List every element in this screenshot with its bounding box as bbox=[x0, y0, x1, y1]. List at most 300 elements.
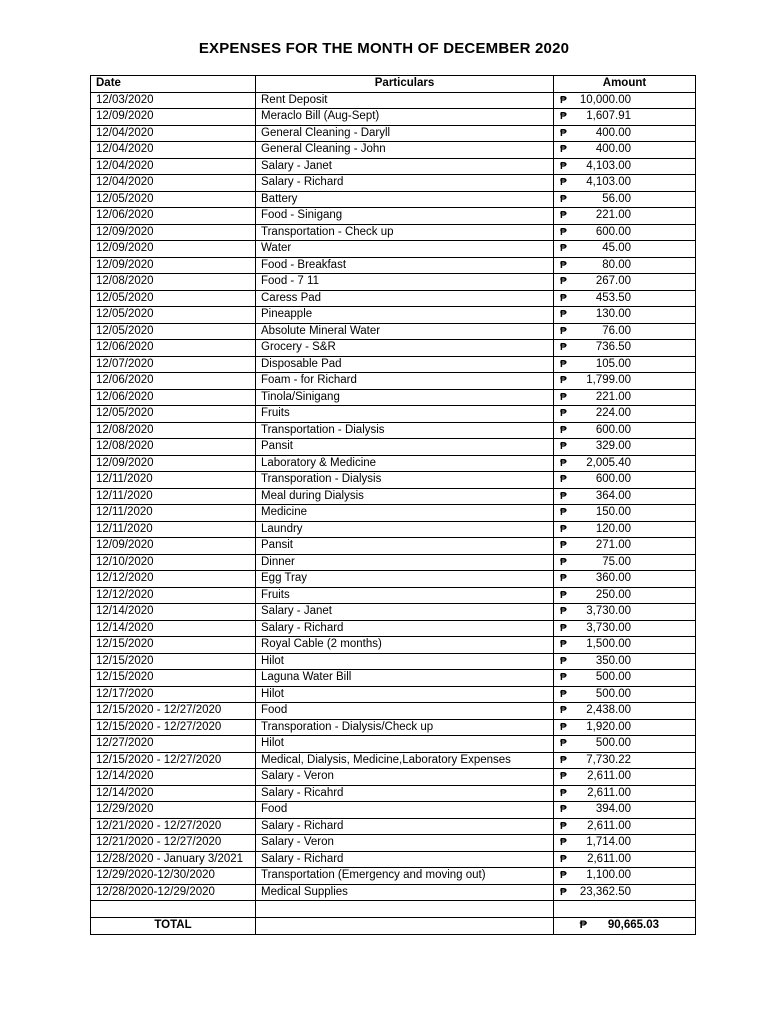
row-amount-cell bbox=[554, 488, 696, 505]
row-particulars: Fruits bbox=[256, 406, 554, 423]
row-particulars: Medicine bbox=[256, 505, 554, 522]
table-row bbox=[91, 785, 696, 802]
row-amount: 400.00 bbox=[595, 126, 631, 139]
table-row bbox=[91, 356, 696, 373]
row-amount-cell bbox=[554, 373, 696, 390]
row-date: 12/15/2020 - 12/27/2020 bbox=[91, 752, 256, 769]
row-amount: 1,714.00 bbox=[586, 836, 631, 848]
table-row bbox=[91, 455, 696, 472]
row-date: 12/09/2020 bbox=[91, 538, 256, 555]
row-amount-cell bbox=[554, 472, 696, 489]
row-amount: 2,611.00 bbox=[587, 852, 631, 865]
table-row bbox=[91, 637, 696, 654]
row-date: 12/04/2020 bbox=[91, 142, 256, 159]
row-amount-cell bbox=[554, 769, 696, 786]
peso-symbol: ₱ bbox=[560, 556, 567, 568]
row-date: 12/12/2020 bbox=[91, 587, 256, 604]
row-amount: 75.00 bbox=[602, 555, 631, 568]
row-date: 12/11/2020 bbox=[91, 472, 256, 489]
row-amount-cell bbox=[554, 785, 696, 802]
total-empty-cell bbox=[256, 917, 554, 934]
row-particulars: Salary - Richard bbox=[256, 851, 554, 868]
table-row bbox=[91, 752, 696, 769]
row-date: 12/29/2020-12/30/2020 bbox=[91, 868, 256, 885]
row-amount-cell bbox=[554, 571, 696, 588]
row-amount: 3,730.00 bbox=[586, 621, 631, 634]
row-amount: 2,611.00 bbox=[587, 819, 631, 832]
row-amount-cell bbox=[554, 868, 696, 885]
total-amount: 90,665.03 bbox=[607, 919, 659, 931]
row-particulars: Hilot bbox=[256, 736, 554, 753]
row-date: 12/15/2020 - 12/27/2020 bbox=[91, 703, 256, 720]
row-date: 12/03/2020 bbox=[91, 92, 256, 109]
peso-symbol: ₱ bbox=[560, 210, 567, 221]
row-date: 12/05/2020 bbox=[91, 307, 256, 324]
row-date: 12/27/2020 bbox=[91, 736, 256, 753]
table-row bbox=[91, 109, 696, 126]
row-particulars: Salary - Richard bbox=[256, 175, 554, 192]
row-date: 12/15/2020 bbox=[91, 653, 256, 670]
row-amount: 3,730.00 bbox=[586, 605, 631, 617]
peso-symbol: ₱ bbox=[560, 144, 567, 155]
total-label: TOTAL bbox=[91, 917, 256, 934]
peso-symbol: ₱ bbox=[560, 325, 567, 337]
row-particulars: Royal Cable (2 months) bbox=[256, 637, 554, 654]
row-amount: 453.50 bbox=[595, 291, 631, 304]
row-particulars: Food bbox=[256, 802, 554, 819]
row-amount: 76.00 bbox=[602, 324, 631, 337]
table-row bbox=[91, 653, 696, 670]
row-amount-cell bbox=[554, 422, 696, 439]
row-date: 12/05/2020 bbox=[91, 406, 256, 423]
row-date: 12/14/2020 bbox=[91, 785, 256, 802]
row-date: 12/09/2020 bbox=[91, 455, 256, 472]
row-amount-cell bbox=[554, 389, 696, 406]
row-amount-cell bbox=[554, 224, 696, 241]
table-row bbox=[91, 703, 696, 720]
table-row bbox=[91, 340, 696, 357]
row-particulars: Fruits bbox=[256, 587, 554, 604]
row-amount: 2,438.00 bbox=[586, 704, 631, 716]
peso-symbol: ₱ bbox=[560, 292, 567, 304]
row-date: 12/04/2020 bbox=[91, 158, 256, 175]
peso-symbol: ₱ bbox=[560, 589, 567, 601]
peso-symbol: ₱ bbox=[560, 771, 567, 782]
row-date: 12/05/2020 bbox=[91, 290, 256, 307]
row-amount-cell bbox=[554, 356, 696, 373]
row-amount: 394.00 bbox=[595, 803, 631, 815]
table-row bbox=[91, 290, 696, 307]
peso-symbol: ₱ bbox=[560, 243, 567, 254]
row-amount-cell bbox=[554, 175, 696, 192]
table-body bbox=[91, 92, 696, 917]
expenses-table bbox=[90, 75, 696, 935]
peso-symbol: ₱ bbox=[560, 738, 567, 749]
row-amount: 600.00 bbox=[595, 225, 631, 238]
peso-symbol: ₱ bbox=[560, 424, 567, 436]
row-amount-cell bbox=[554, 884, 696, 901]
table-row bbox=[91, 175, 696, 192]
row-particulars: Pansit bbox=[256, 538, 554, 555]
peso-symbol: ₱ bbox=[560, 622, 567, 634]
row-date: 12/08/2020 bbox=[91, 439, 256, 456]
row-particulars: Salary - Janet bbox=[256, 604, 554, 621]
row-date: 12/11/2020 bbox=[91, 505, 256, 522]
table-row bbox=[91, 587, 696, 604]
row-amount: 4,103.00 bbox=[586, 176, 631, 188]
row-amount: 360.00 bbox=[595, 572, 631, 584]
row-amount-cell bbox=[554, 125, 696, 142]
row-amount-cell bbox=[554, 307, 696, 324]
peso-symbol: ₱ bbox=[560, 160, 567, 172]
table-row bbox=[91, 323, 696, 340]
peso-symbol: ₱ bbox=[560, 226, 567, 238]
row-amount-cell bbox=[554, 241, 696, 258]
row-amount-cell bbox=[554, 257, 696, 274]
row-particulars: Food - Breakfast bbox=[256, 257, 554, 274]
row-date: 12/09/2020 bbox=[91, 224, 256, 241]
table-row bbox=[91, 884, 696, 901]
row-date: 12/04/2020 bbox=[91, 175, 256, 192]
peso-symbol: ₱ bbox=[560, 837, 567, 848]
row-amount-cell bbox=[554, 670, 696, 687]
row-amount-cell bbox=[554, 505, 696, 522]
peso-symbol: ₱ bbox=[560, 276, 567, 287]
table-row bbox=[91, 439, 696, 456]
peso-symbol: ₱ bbox=[560, 507, 567, 518]
row-date: 12/09/2020 bbox=[91, 257, 256, 274]
peso-symbol: ₱ bbox=[579, 919, 587, 931]
row-date: 12/09/2020 bbox=[91, 109, 256, 126]
row-particulars: Transportation - Check up bbox=[256, 224, 554, 241]
row-amount: 350.00 bbox=[595, 654, 631, 667]
row-date: 12/14/2020 bbox=[91, 620, 256, 637]
table-row bbox=[91, 604, 696, 621]
row-date: 12/06/2020 bbox=[91, 340, 256, 357]
table-row bbox=[91, 719, 696, 736]
peso-symbol: ₱ bbox=[560, 127, 567, 139]
row-amount: 105.00 bbox=[595, 357, 631, 370]
row-amount-cell bbox=[554, 455, 696, 472]
row-particulars: Dinner bbox=[256, 554, 554, 571]
peso-symbol: ₱ bbox=[560, 408, 567, 419]
peso-symbol: ₱ bbox=[560, 820, 567, 832]
row-amount-cell bbox=[554, 142, 696, 159]
peso-symbol: ₱ bbox=[560, 787, 567, 799]
peso-symbol: ₱ bbox=[560, 490, 567, 502]
table-row bbox=[91, 802, 696, 819]
row-amount-cell bbox=[554, 92, 696, 109]
peso-symbol: ₱ bbox=[560, 705, 567, 716]
peso-symbol: ₱ bbox=[560, 193, 567, 205]
table-row bbox=[91, 208, 696, 225]
row-amount: 736.50 bbox=[595, 341, 631, 353]
row-amount: 600.00 bbox=[595, 473, 631, 485]
row-particulars: Salary - Richard bbox=[256, 818, 554, 835]
peso-symbol: ₱ bbox=[560, 259, 567, 271]
row-amount-cell bbox=[554, 538, 696, 555]
peso-symbol: ₱ bbox=[560, 94, 567, 106]
total-amount-cell bbox=[554, 917, 696, 934]
row-date: 12/05/2020 bbox=[91, 323, 256, 340]
row-date: 12/11/2020 bbox=[91, 521, 256, 538]
row-amount: 221.00 bbox=[595, 390, 631, 403]
row-date: 12/17/2020 bbox=[91, 686, 256, 703]
row-particulars: Food - 7 11 bbox=[256, 274, 554, 291]
row-amount-cell bbox=[554, 323, 696, 340]
row-date: 12/29/2020 bbox=[91, 802, 256, 819]
row-amount-cell bbox=[554, 637, 696, 654]
row-amount-cell bbox=[554, 851, 696, 868]
table-row bbox=[91, 901, 696, 918]
row-particulars: Transportation (Emergency and moving out) bbox=[256, 868, 554, 885]
row-particulars: Food - Sinigang bbox=[256, 208, 554, 225]
row-date: 12/05/2020 bbox=[91, 191, 256, 208]
table-row bbox=[91, 769, 696, 786]
row-amount-cell bbox=[554, 554, 696, 571]
row-amount-cell bbox=[554, 521, 696, 538]
row-particulars: General Cleaning - Daryll bbox=[256, 125, 554, 142]
row-amount: 2,611.00 bbox=[587, 786, 631, 799]
row-particulars: Tinola/Sinigang bbox=[256, 389, 554, 406]
row-amount: 7,730.22 bbox=[586, 753, 631, 766]
row-amount: 2,611.00 bbox=[587, 770, 631, 782]
row-particulars: Water bbox=[256, 241, 554, 258]
row-particulars: Medical, Dialysis, Medicine,Laboratory Expenses bbox=[256, 752, 554, 769]
row-date: 12/06/2020 bbox=[91, 373, 256, 390]
row-date: 12/15/2020 - 12/27/2020 bbox=[91, 719, 256, 736]
table-row bbox=[91, 488, 696, 505]
row-particulars: Pansit bbox=[256, 439, 554, 456]
row-particulars: Salary - Ricahrd bbox=[256, 785, 554, 802]
row-amount-cell bbox=[554, 620, 696, 637]
table-row bbox=[91, 554, 696, 571]
peso-symbol: ₱ bbox=[560, 573, 567, 584]
row-amount: 224.00 bbox=[595, 407, 631, 419]
row-amount: 23,362.50 bbox=[579, 885, 631, 898]
table-row bbox=[91, 307, 696, 324]
table-row bbox=[91, 422, 696, 439]
peso-symbol: ₱ bbox=[560, 870, 567, 881]
row-particulars: Grocery - S&R bbox=[256, 340, 554, 357]
row-particulars: General Cleaning - John bbox=[256, 142, 554, 159]
row-particulars: Laundry bbox=[256, 521, 554, 538]
table-header-row bbox=[91, 76, 696, 93]
row-date: 12/12/2020 bbox=[91, 571, 256, 588]
row-date: 12/08/2020 bbox=[91, 422, 256, 439]
peso-symbol: ₱ bbox=[560, 474, 567, 485]
table-row bbox=[91, 818, 696, 835]
row-amount: 1,920.00 bbox=[586, 720, 631, 733]
row-amount: 600.00 bbox=[595, 423, 631, 436]
row-date: 12/11/2020 bbox=[91, 488, 256, 505]
row-amount: 150.00 bbox=[595, 506, 631, 518]
row-amount-cell bbox=[554, 587, 696, 604]
row-amount-cell bbox=[554, 340, 696, 357]
row-date: 12/21/2020 - 12/27/2020 bbox=[91, 835, 256, 852]
table-row bbox=[91, 274, 696, 291]
table-row bbox=[91, 538, 696, 555]
peso-symbol: ₱ bbox=[560, 688, 567, 700]
row-particulars: Salary - Veron bbox=[256, 835, 554, 852]
row-particulars: Meraclo Bill (Aug-Sept) bbox=[256, 109, 554, 126]
row-amount: 500.00 bbox=[595, 737, 631, 749]
row-amount: 45.00 bbox=[602, 242, 631, 254]
row-amount: 364.00 bbox=[595, 489, 631, 502]
row-amount-cell bbox=[554, 802, 696, 819]
table-row bbox=[91, 620, 696, 637]
peso-symbol: ₱ bbox=[560, 754, 567, 766]
table-row bbox=[91, 472, 696, 489]
table-row bbox=[91, 521, 696, 538]
table-row bbox=[91, 406, 696, 423]
row-amount-cell bbox=[554, 208, 696, 225]
total-row bbox=[91, 917, 696, 934]
table-row bbox=[91, 571, 696, 588]
row-particulars: Salary - Richard bbox=[256, 620, 554, 637]
table-row bbox=[91, 257, 696, 274]
row-amount-cell bbox=[554, 274, 696, 291]
peso-symbol: ₱ bbox=[560, 655, 567, 667]
peso-symbol: ₱ bbox=[560, 391, 567, 403]
row-date: 12/06/2020 bbox=[91, 208, 256, 225]
row-particulars: Battery bbox=[256, 191, 554, 208]
row-particulars: Food bbox=[256, 703, 554, 720]
peso-symbol: ₱ bbox=[560, 523, 567, 535]
row-amount: 267.00 bbox=[595, 275, 631, 287]
row-amount-cell bbox=[554, 719, 696, 736]
row-amount: 4,103.00 bbox=[586, 159, 631, 172]
row-particulars: Salary - Veron bbox=[256, 769, 554, 786]
peso-symbol: ₱ bbox=[560, 606, 567, 617]
row-amount-cell bbox=[554, 818, 696, 835]
row-particulars bbox=[256, 901, 554, 918]
table-row bbox=[91, 142, 696, 159]
row-amount-cell bbox=[554, 406, 696, 423]
peso-symbol: ₱ bbox=[560, 309, 567, 320]
peso-symbol: ₱ bbox=[560, 441, 567, 452]
row-amount: 120.00 bbox=[595, 522, 631, 535]
peso-symbol: ₱ bbox=[560, 672, 567, 683]
row-amount-cell bbox=[554, 290, 696, 307]
peso-symbol: ₱ bbox=[560, 540, 567, 551]
table-row bbox=[91, 686, 696, 703]
row-amount-cell bbox=[554, 439, 696, 456]
row-amount: 1,607.91 bbox=[586, 110, 631, 122]
row-date: 12/21/2020 - 12/27/2020 bbox=[91, 818, 256, 835]
row-particulars: Transporation - Dialysis/Check up bbox=[256, 719, 554, 736]
row-date: 12/08/2020 bbox=[91, 274, 256, 291]
row-amount: 400.00 bbox=[595, 143, 631, 155]
table-row bbox=[91, 125, 696, 142]
row-particulars: Pineapple bbox=[256, 307, 554, 324]
header-amount: Amount bbox=[554, 76, 696, 93]
peso-symbol: ₱ bbox=[560, 177, 567, 188]
row-amount-cell bbox=[554, 752, 696, 769]
row-particulars: Laguna Water Bill bbox=[256, 670, 554, 687]
header-particulars: Particulars bbox=[256, 76, 554, 93]
row-particulars: Hilot bbox=[256, 686, 554, 703]
peso-symbol: ₱ bbox=[560, 342, 567, 353]
row-date: 12/06/2020 bbox=[91, 389, 256, 406]
table-row bbox=[91, 389, 696, 406]
row-amount-cell bbox=[554, 686, 696, 703]
row-amount: 329.00 bbox=[595, 440, 631, 452]
row-amount: 271.00 bbox=[595, 539, 631, 551]
row-particulars: Hilot bbox=[256, 653, 554, 670]
table-row bbox=[91, 373, 696, 390]
row-amount: 500.00 bbox=[595, 687, 631, 700]
table-row bbox=[91, 835, 696, 852]
table-row bbox=[91, 191, 696, 208]
row-amount: 1,500.00 bbox=[586, 638, 631, 650]
peso-symbol: ₱ bbox=[560, 853, 567, 865]
row-amount: 1,100.00 bbox=[586, 869, 631, 881]
row-date: 12/14/2020 bbox=[91, 769, 256, 786]
row-amount: 500.00 bbox=[595, 671, 631, 683]
row-particulars: Meal during Dialysis bbox=[256, 488, 554, 505]
table-row bbox=[91, 868, 696, 885]
row-particulars: Rent Deposit bbox=[256, 92, 554, 109]
row-amount: 1,799.00 bbox=[586, 374, 631, 386]
row-date: 12/10/2020 bbox=[91, 554, 256, 571]
row-particulars: Absolute Mineral Water bbox=[256, 323, 554, 340]
row-date: 12/15/2020 bbox=[91, 670, 256, 687]
row-amount-cell bbox=[554, 703, 696, 720]
row-date: 12/28/2020 - January 3/2021 bbox=[91, 851, 256, 868]
row-amount: 130.00 bbox=[595, 308, 631, 320]
row-date: 12/04/2020 bbox=[91, 125, 256, 142]
table-row bbox=[91, 670, 696, 687]
row-particulars: Medical Supplies bbox=[256, 884, 554, 901]
row-amount: 80.00 bbox=[602, 258, 631, 271]
row-particulars: Caress Pad bbox=[256, 290, 554, 307]
peso-symbol: ₱ bbox=[560, 111, 567, 122]
table-row bbox=[91, 851, 696, 868]
row-amount: 250.00 bbox=[595, 588, 631, 601]
row-amount: 2,005.40 bbox=[586, 456, 631, 469]
row-amount-cell bbox=[554, 901, 696, 918]
row-date: 12/15/2020 bbox=[91, 637, 256, 654]
document-title: EXPENSES FOR THE MONTH OF DECEMBER 2020 bbox=[198, 40, 570, 57]
row-amount-cell bbox=[554, 191, 696, 208]
row-particulars: Transportation - Dialysis bbox=[256, 422, 554, 439]
header-date: Date bbox=[91, 76, 256, 93]
peso-symbol: ₱ bbox=[560, 639, 567, 650]
table-row bbox=[91, 158, 696, 175]
table-row bbox=[91, 241, 696, 258]
peso-symbol: ₱ bbox=[560, 457, 567, 469]
row-date bbox=[91, 901, 256, 918]
table-row bbox=[91, 505, 696, 522]
row-date: 12/14/2020 bbox=[91, 604, 256, 621]
row-date: 12/09/2020 bbox=[91, 241, 256, 258]
row-amount-cell bbox=[554, 736, 696, 753]
row-amount-cell bbox=[554, 835, 696, 852]
row-particulars: Foam - for Richard bbox=[256, 373, 554, 390]
row-amount: 221.00 bbox=[595, 209, 631, 221]
peso-symbol: ₱ bbox=[560, 375, 567, 386]
row-amount-cell bbox=[554, 653, 696, 670]
peso-symbol: ₱ bbox=[560, 721, 567, 733]
row-date: 12/28/2020-12/29/2020 bbox=[91, 884, 256, 901]
peso-symbol: ₱ bbox=[560, 886, 567, 898]
row-particulars: Transporation - Dialysis bbox=[256, 472, 554, 489]
table-row bbox=[91, 736, 696, 753]
row-amount: 10,000.00 bbox=[579, 93, 631, 106]
row-particulars: Laboratory & Medicine bbox=[256, 455, 554, 472]
peso-symbol: ₱ bbox=[560, 358, 567, 370]
